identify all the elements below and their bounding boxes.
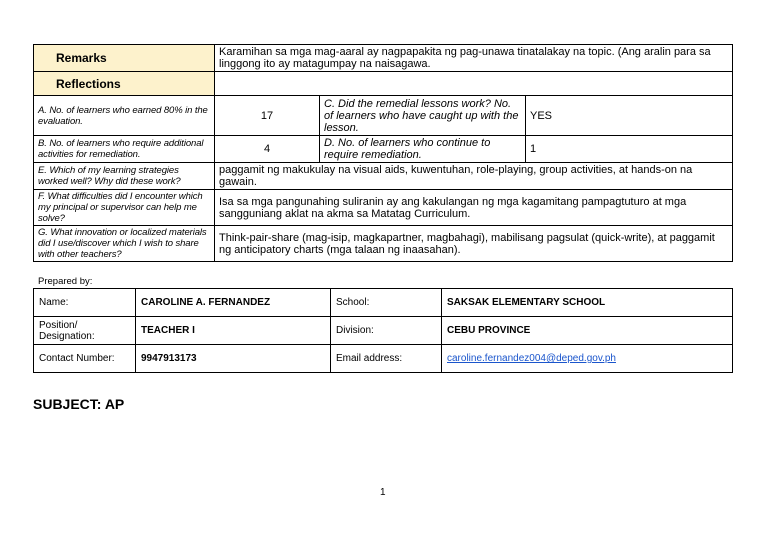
reflections-label: Reflections (34, 72, 215, 96)
email-cell (442, 345, 733, 373)
reflection-table (33, 44, 733, 262)
answer-e: paggamit ng makukulay na visual aids, kuwentuhan, role-playing, group activities, at hands-on na gawain. (215, 163, 733, 190)
remarks-text: Karamihan sa mga mag-aaral ay nagpapakita ng pag-unawa tinatalakay na topic. (Ang aralin para sa linggong ito ay matagumpay na naisagawa. (215, 45, 733, 72)
answer-d: 1 (526, 136, 733, 163)
answer-a: 17 (215, 96, 320, 136)
question-c: C. Did the remedial lessons work? No. of learners who have caught up with the lesson. (320, 96, 526, 136)
prepared-by-table (33, 288, 733, 373)
name-label: Name: (34, 289, 136, 317)
question-d: D. No. of learners who continue to require remediation. (320, 136, 526, 163)
prepared-by-label: Prepared by: (38, 276, 93, 287)
contact-value: 9947913173 (136, 345, 331, 373)
question-f: F. What difficulties did I encounter which my principal or supervisor can help me solve? (34, 190, 215, 226)
answer-g: Think-pair-share (mag-isip, magkapartner, magbahagi), mabilisang pagsulat (quick-write), at paggamit ng anticipatory charts (mga talaan ng inaasahan). (215, 226, 733, 262)
division-label: Division: (331, 317, 442, 345)
name-value: CAROLINE A. FERNANDEZ (136, 289, 331, 317)
position-label: Position/ Designation: (34, 317, 136, 345)
question-e: E. Which of my learning strategies worked well? Why did these work? (34, 163, 215, 190)
page-number: 1 (380, 487, 386, 498)
answer-c: YES (526, 96, 733, 136)
division-value: CEBU PROVINCE (442, 317, 733, 345)
position-value: TEACHER I (136, 317, 331, 345)
subject-heading: SUBJECT: AP (33, 396, 125, 412)
question-a: A. No. of learners who earned 80% in the evaluation. (34, 96, 215, 136)
email-label: Email address: (331, 345, 442, 373)
email-link[interactable]: caroline.fernandez004@deped.gov.ph (447, 353, 616, 364)
question-b: B. No. of learners who require additional activities for remediation. (34, 136, 215, 163)
reflections-value (215, 72, 733, 96)
remarks-label: Remarks (34, 45, 215, 72)
school-label: School: (331, 289, 442, 317)
answer-f: Isa sa mga pangunahing suliranin ay ang kakulangan ng mga kagamitang pampagtuturo at mga sangguniang aklat na akma sa Matatag Curriculum. (215, 190, 733, 226)
school-value: SAKSAK ELEMENTARY SCHOOL (442, 289, 733, 317)
question-g: G. What innovation or localized materials did I use/discover which I wish to share with other teachers? (34, 226, 215, 262)
contact-label: Contact Number: (34, 345, 136, 373)
answer-b: 4 (215, 136, 320, 163)
